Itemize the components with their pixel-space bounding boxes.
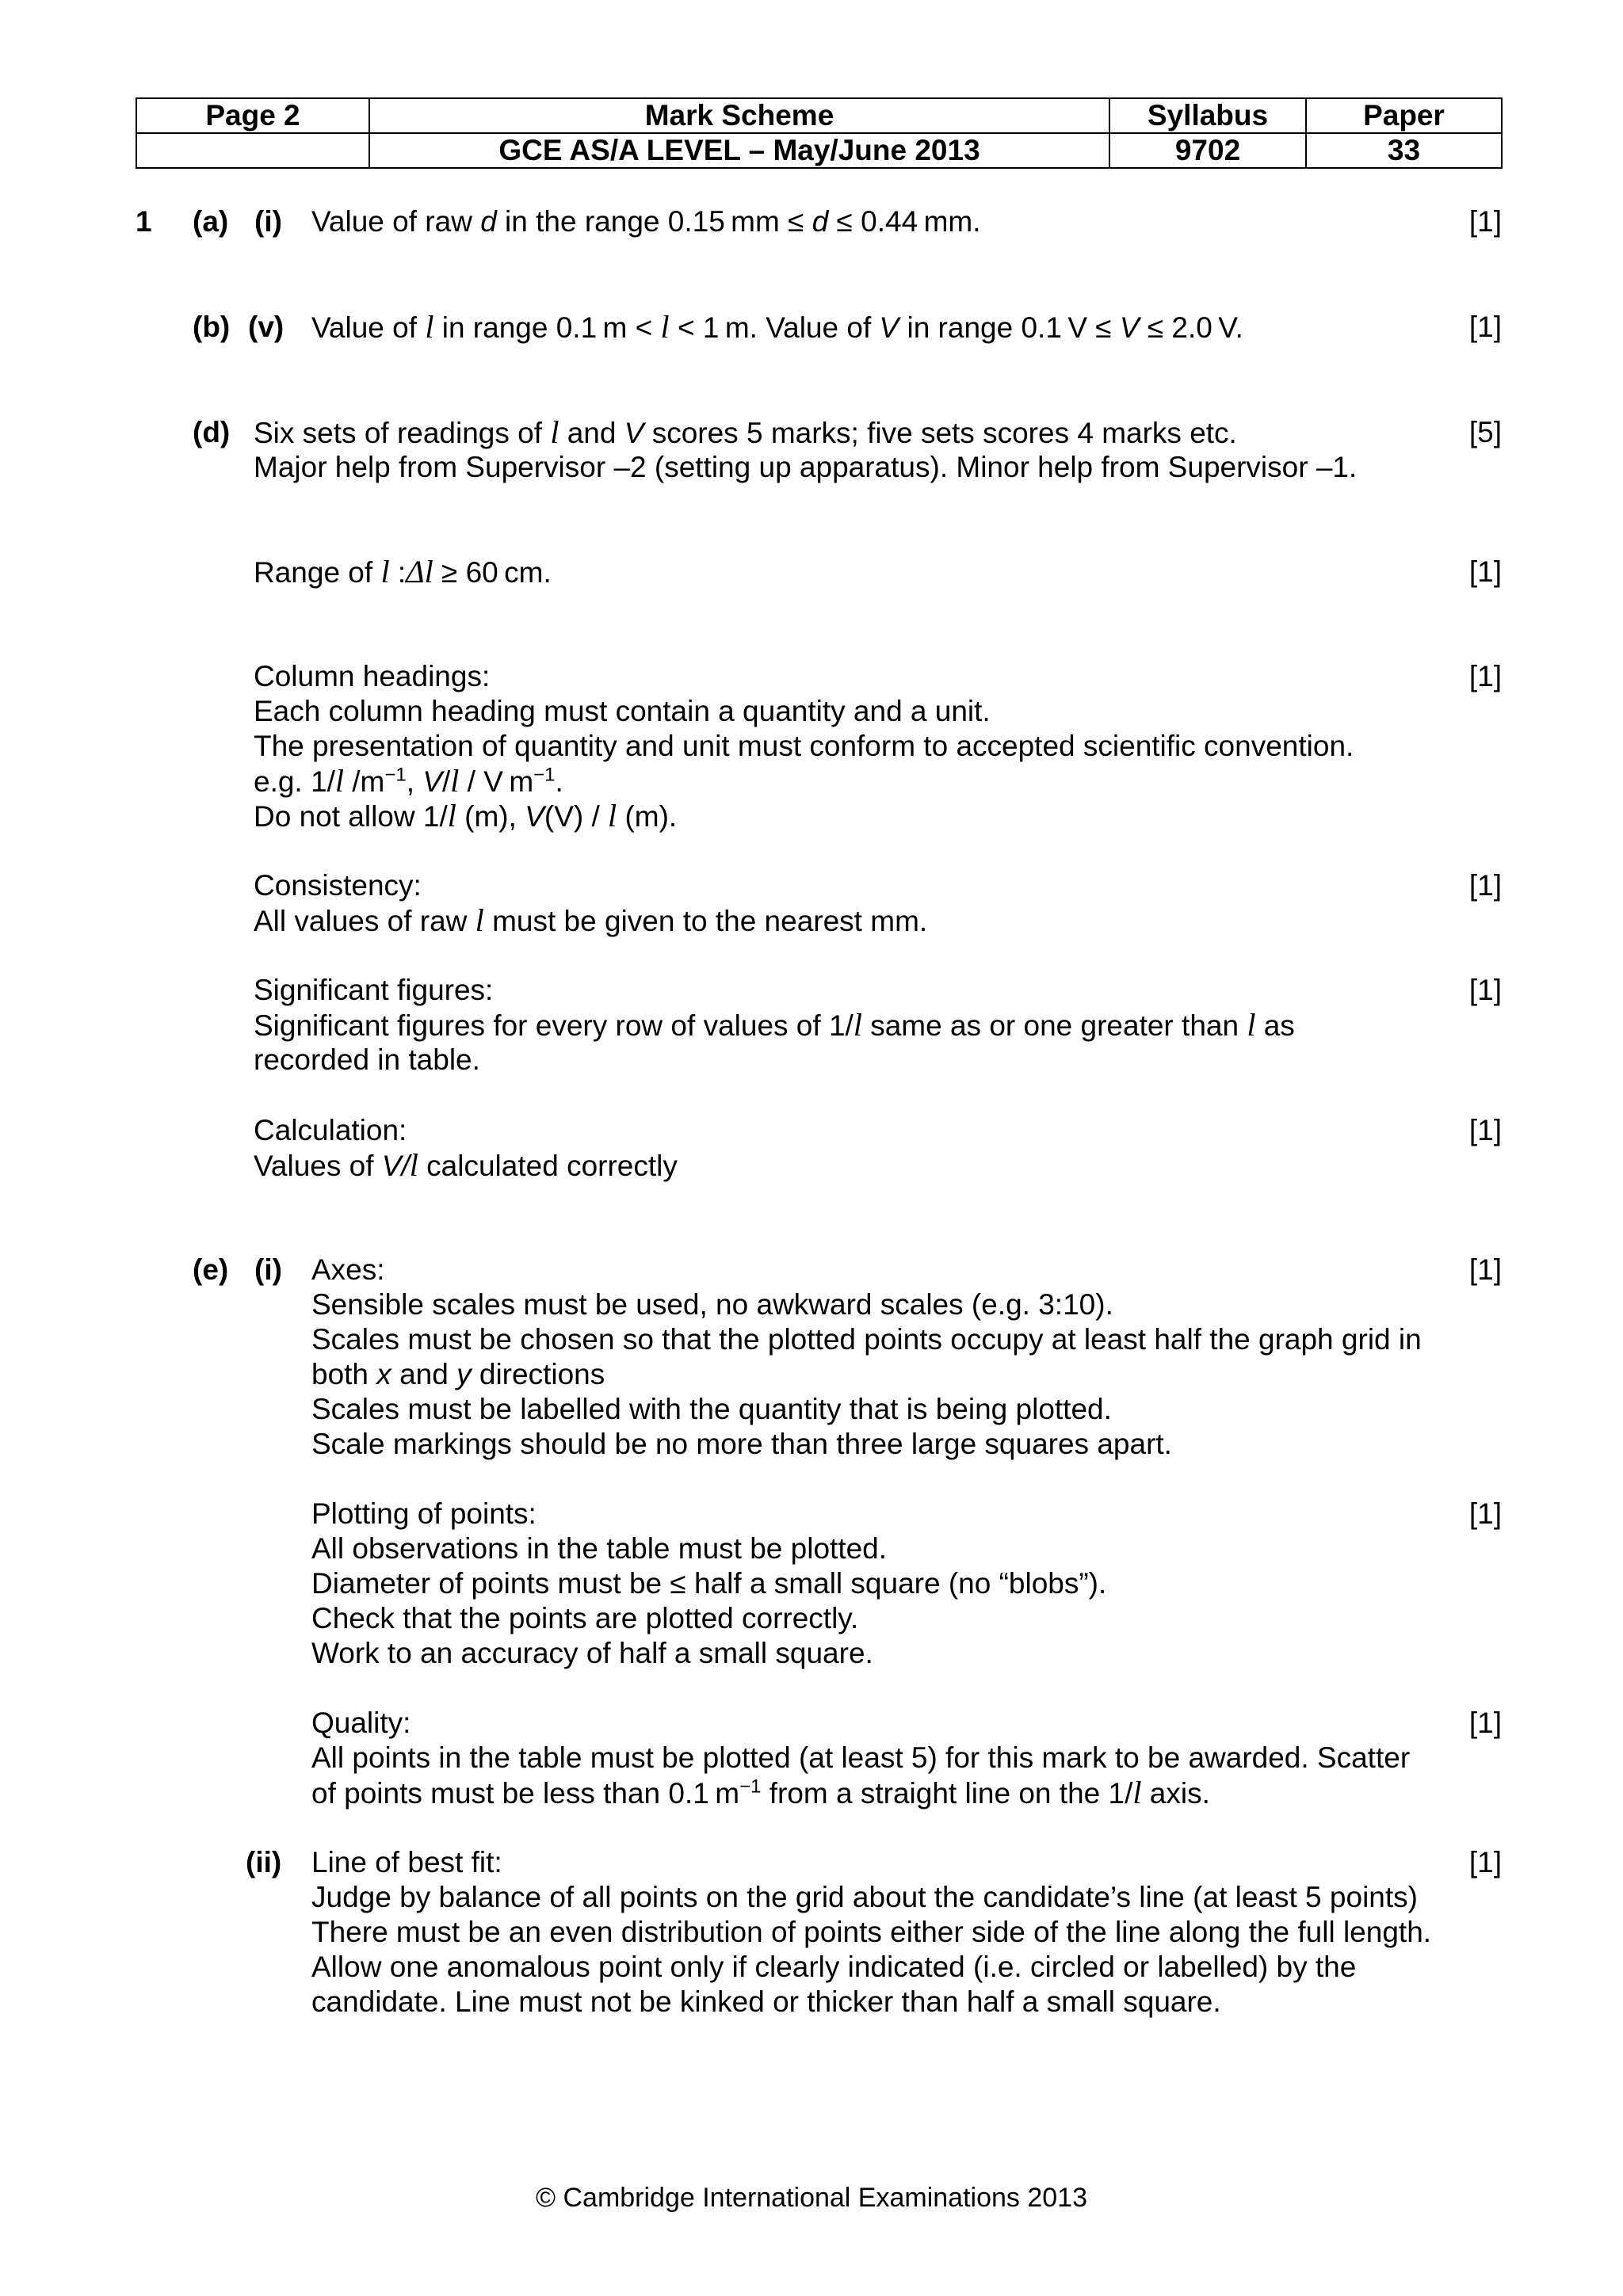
line-best-fit-title: Line of best fit:: [311, 1846, 502, 1878]
column-headings-block: [254, 659, 1354, 833]
part-e-mark-plotting: [1]: [1468, 1497, 1502, 1530]
column-headings-line-4: Do not allow 1/l (m), V(V) / l (m).: [254, 798, 678, 833]
consistency-title: Consistency:: [254, 869, 422, 902]
plotting-line-2: Diameter of points must be ≤ half a small square (no “blobs”).: [311, 1567, 1107, 1600]
column-headings-title: Column headings:: [254, 660, 491, 692]
axes-block: [311, 1253, 1422, 1462]
line-best-fit-line-4: candidate. Line must not be kinked or thicker than half a small square.: [311, 1985, 1221, 2018]
sig-figs-line-1: Significant figures for every row of values of 1/l same as or one greater than l as: [254, 1007, 1295, 1043]
paper-cell: 33: [1306, 133, 1502, 168]
plotting-line-1: All observations in the table must be plotted.: [311, 1532, 888, 1565]
page-cell: Page 2: [136, 98, 369, 133]
part-e-mark-line-best-fit: [1]: [1468, 1846, 1502, 1878]
quality-title: Quality:: [311, 1707, 411, 1739]
sig-figs-line-2: recorded in table.: [254, 1043, 480, 1076]
consistency-block: [254, 868, 927, 938]
part-b-text: Value of l in range 0.1 m < l < 1 m. Value of V in range 0.1 V ≤ V ≤ 2.0 V.: [311, 309, 1243, 345]
part-e-mark-quality: [1]: [1468, 1707, 1502, 1739]
part-a-sub-label: (i): [254, 205, 282, 238]
question-number: 1: [136, 205, 152, 238]
exam-cell: GCE AS/A LEVEL – May/June 2013: [369, 133, 1109, 168]
plotting-block: [311, 1497, 1106, 1671]
part-d-mark-calculation: [1]: [1468, 1114, 1502, 1146]
quality-line-2: of points must be less than 0.1 $m^{-1}$ from a straight line on the 1/l axis.: [311, 1775, 1210, 1810]
range-text: Range of l :Δl ≥ 60 cm.: [254, 554, 552, 589]
column-headings-line-1: Each column heading must contain a quantity and a unit.: [254, 695, 991, 727]
part-d-readings: [254, 415, 1357, 485]
quality-line-1: All points in the table must be plotted (at least 5) for this mark to be awarded. Scatter: [311, 1741, 1411, 1774]
part-b-mark: [1]: [1468, 311, 1502, 343]
axes-title: Axes:: [311, 1253, 385, 1286]
plotting-line-4: Work to an accuracy of half a small square.: [311, 1637, 873, 1669]
axes-line-2: Scales must be chosen so that the plotted points occupy at least half the graph grid in: [311, 1323, 1422, 1356]
sig-figs-block: [254, 973, 1295, 1077]
sig-figs-title: Significant figures:: [254, 974, 494, 1006]
part-d-mark-consistency: [1]: [1468, 869, 1502, 902]
axes-line-1: Sensible scales must be used, no awkward scales (e.g. 3:10).: [311, 1288, 1113, 1321]
axes-line-4: Scales must be labelled with the quantity that is being plotted.: [311, 1393, 1112, 1425]
line-best-fit-line-1: Judge by balance of all points on the grid about the candidate’s line (at least 5 points): [311, 1881, 1418, 1913]
part-e-sub-label: (i): [254, 1253, 282, 1286]
part-d-mark-columns: [1]: [1468, 660, 1502, 692]
paper-label-cell: Paper: [1306, 98, 1502, 133]
plotting-title: Plotting of points:: [311, 1497, 537, 1530]
part-b-label: (b): [193, 311, 231, 343]
empty-cell: [136, 133, 369, 168]
calculation-line: Values of V/l calculated correctly: [254, 1147, 678, 1183]
part-e-label: (e): [193, 1253, 229, 1286]
footer-copyright: © Cambridge International Examinations 2013: [535, 2183, 1087, 2213]
part-d-mark-sig-figs: [1]: [1468, 974, 1502, 1006]
readings-line-2: Major help from Supervisor –2 (setting up apparatus). Minor help from Supervisor –1.: [254, 451, 1358, 483]
syllabus-label-cell: Syllabus: [1109, 98, 1306, 133]
calculation-block: [254, 1113, 678, 1183]
calculation-title: Calculation:: [254, 1114, 407, 1146]
header-table: [136, 97, 1503, 169]
syllabus-cell: 9702: [1109, 133, 1306, 168]
part-e-mark-axes: [1]: [1468, 1253, 1502, 1286]
part-d-mark-readings: [5]: [1468, 416, 1502, 448]
axes-line-3: both x and y directions: [311, 1358, 605, 1390]
part-d-label: (d): [193, 416, 231, 448]
axes-line-5: Scale markings should be no more than three large squares apart.: [311, 1428, 1172, 1460]
part-b-sub-label: (v): [248, 311, 285, 343]
plotting-line-3: Check that the points are plotted correctly.: [311, 1602, 859, 1634]
part-d-mark-range: [1]: [1468, 555, 1502, 588]
part-a-text: Value of raw d in the range 0.15 mm ≤ d ≤ 0.44 mm.: [311, 205, 981, 238]
part-a-mark: [1]: [1468, 205, 1502, 238]
line-best-fit-line-2: There must be an even distribution of points either side of the line along the full length.: [311, 1916, 1432, 1948]
part-e-ii-label: (ii): [246, 1846, 282, 1878]
readings-line-1: Six sets of readings of l and V scores 5 marks; five sets scores 4 marks etc.: [254, 414, 1237, 450]
column-headings-line-2: The presentation of quantity and unit must conform to accepted scientific convention.: [254, 730, 1354, 762]
consistency-line: All values of raw l must be given to the nearest mm.: [254, 902, 928, 938]
line-best-fit-block: [311, 1845, 1431, 2019]
quality-block: [311, 1706, 1410, 1810]
line-best-fit-line-3: Allow one anomalous point only if clearly indicated (i.e. circled or labelled) by the: [311, 1951, 1357, 1983]
part-a-label: (a): [193, 205, 229, 238]
title-cell: Mark Scheme: [369, 98, 1109, 133]
column-headings-line-3: e.g. 1/l $/m^{-1}$, V/l / V $m^{-1}$.: [254, 763, 563, 799]
